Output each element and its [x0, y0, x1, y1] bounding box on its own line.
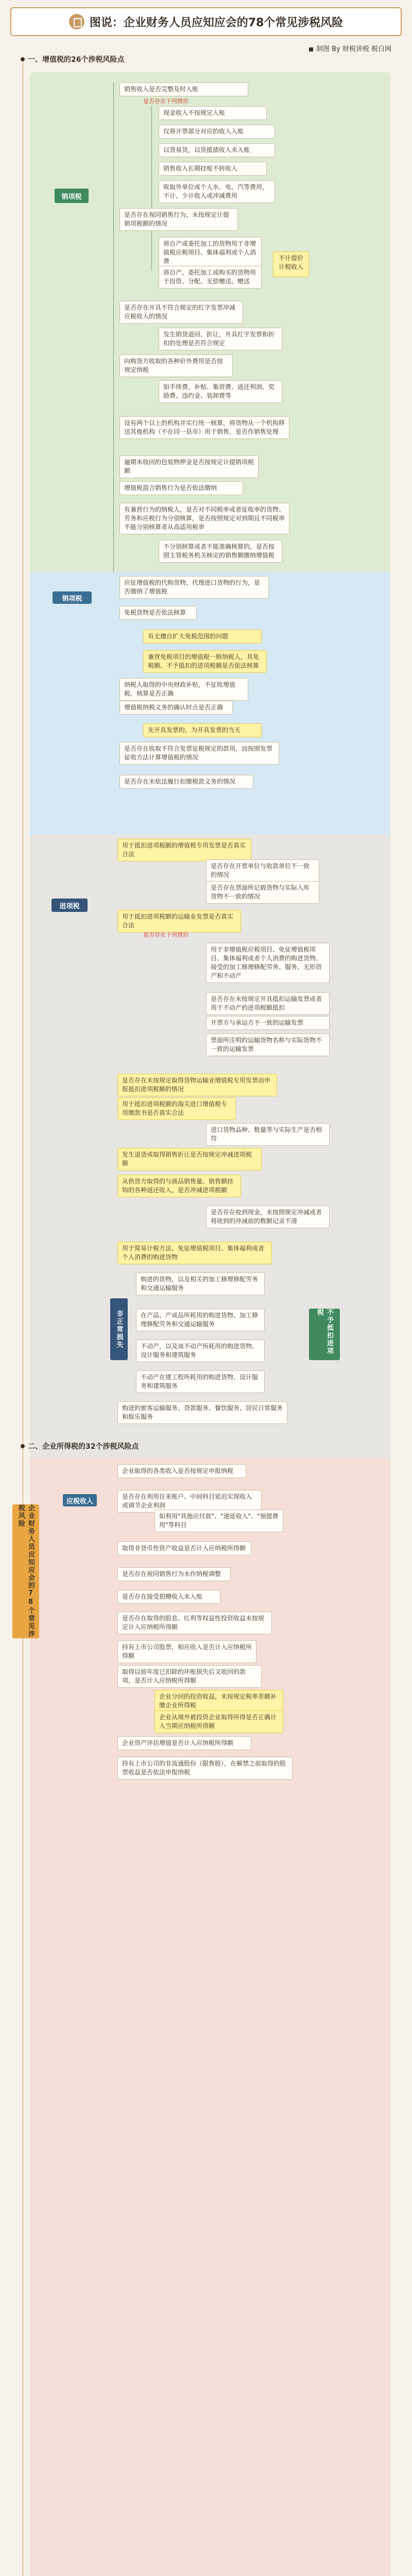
node-buji: 不计提价计税收入 — [273, 251, 309, 277]
vat-mid-2: 免税货物是否依法核算 — [119, 606, 197, 620]
node-yingshui[interactable]: 应税收入 — [63, 1494, 97, 1506]
node-xiaoxiang-2[interactable]: 销项税 — [53, 591, 92, 604]
vat-in-2: 是否存在开票单位与收款单位不一致的情况 — [206, 859, 319, 882]
credit-text: 制图 By 财税讲税 税白网 — [309, 43, 391, 53]
vat-in-3: 是否存在票面所记载货物与实际入库货物不一致的情况 — [206, 881, 319, 904]
vat-item-2: 是否存在视同销售行为、未按规定计提销项税额的情况 — [119, 208, 238, 231]
node-buyudikou[interactable]: 不予抵扣进项税 — [309, 1309, 340, 1360]
cit-13: 持有上市公司的非流通股份（限售股），在解禁之前取得的股票收益是否依法申报纳税 — [117, 1757, 293, 1780]
vat-in-17: 购进的货物，以及相关的加工修理修配劳务和交通运输服务 — [136, 1273, 265, 1295]
vat-in-4: 用于抵扣进项税额的运输业发票是否真实合法 — [117, 910, 241, 933]
cit-3: 如利用"其他应付款"、"递延收入"、"预提费用"等科目 — [154, 1510, 283, 1532]
vat-sub-1: 现金收入不按规定入账 — [159, 106, 267, 120]
section-bullet-icon-2 — [21, 1444, 25, 1448]
vat-in-7: 是否存在未按规定开具抵扣运输发票或者用于不动产的进项税额抵扣 — [206, 992, 330, 1015]
cit-7: 是否存在取得的股息、红利等权益性投资收益未按规定计入应纳税所得额 — [117, 1612, 272, 1634]
vat-sub-6: 将自产或委托加工的货物用于非增值税应税项目、集体福利或个人消费 — [159, 237, 262, 268]
vat-item-4: 向购货方收取的各种价外费用是否按规定纳税 — [119, 354, 233, 377]
vat-mid-9: 是否存在未依法履行扣缴税款义务的情况 — [119, 775, 253, 789]
vat-sub-9: 如手续费、补贴、集资费、返还利润、奖励费、违约金、装卸费等 — [159, 380, 282, 403]
red-label-2: 是否存在下列情形 — [143, 931, 188, 938]
vat-sub-7: 将自产、委托加工或购买的货物用于投资、分配、无偿赠送、赠送 — [159, 266, 262, 289]
vat-in-14: 从供货方取得的与商品销售量、销售额挂钩的各种返还收入，是否冲减进项税额 — [117, 1175, 241, 1197]
vat-sub-trunk-1 — [151, 105, 152, 271]
vat-in-16: 用于简易计税方法、免征增值税项目、集体福利或者个人消费的购进货物 — [117, 1242, 272, 1264]
page-title-text: 图说：企业财务人员应知应会的78个常见涉税风险 — [89, 16, 344, 29]
cit-11: 企业从境外被投资企业取得所得是否正确计入当期应纳税所得额 — [154, 1710, 283, 1733]
cit-4: 取得非货币性资产收益是否计入应纳税所得额 — [117, 1541, 251, 1555]
vat-in-10: 是否存在未按规定取得货物运输业增值税专用发票而申报抵扣进项税额的情况 — [117, 1074, 277, 1096]
node-feizhengchang[interactable]: 非正常损失 — [110, 1298, 128, 1360]
cit-8: 持有上市公司股票，相应收入是否计入应纳税所得额 — [117, 1640, 256, 1663]
vat-in-8: 开票方与承运方不一致的运输发票 — [206, 1016, 330, 1030]
vat-item-3: 是否存在开具不符合规定的红字发票冲减应税收入的情况 — [119, 301, 243, 324]
page-title — [10, 7, 402, 36]
vat-in-20: 不动产在建工程所耗用的购进货物、设计服务和建筑服务 — [136, 1370, 265, 1393]
vat-in-11: 用于抵扣进项税额的海关进口增值税专用缴款书是否真实合法 — [117, 1097, 236, 1120]
vat-sub-8: 发生销货退回、折让，开具红字发票和折扣的处理是否符合规定 — [159, 328, 282, 350]
vat-mid-5: 纳税人取得的中央财政补贴，不征收增值税，核算是否正确 — [119, 678, 248, 701]
vat-item-8: 有兼营行为的纳税人，是否对不同税率或者征收率的货物、劳务和应税行为分别核算，是否按照规定对到期且不同税率不能分别核算者从高适用税率 — [119, 503, 289, 534]
vat-mid-panel — [30, 572, 390, 860]
vat-mid-4: 兼营免税项目的增值税一般纳税人，其免税额、不予抵扣的进项税额是否依法核算 — [143, 650, 267, 673]
red-label-1: 是否存在下列情形 — [143, 98, 188, 105]
cit-6: 是否存在接受捐赠收入未入账 — [117, 1590, 220, 1604]
node-xiaoxiang[interactable]: 销项税 — [55, 189, 89, 203]
section-bullet-icon — [21, 57, 25, 61]
cit-10: 企业分回的投资收益，未按规定税率差额补缴企业所得税 — [154, 1690, 283, 1713]
vat-mid-3: 有无擅自扩大免税范围的问题 — [143, 630, 262, 643]
node-jinxiang[interactable]: 进项税 — [52, 899, 88, 912]
sidebar-vertical-title: 企业财务人员应知应会的78个常见涉税风险 — [12, 1504, 39, 1638]
document-icon — [69, 14, 84, 29]
vat-sub-3: 以货易货，以货抵债收入未入账 — [159, 143, 275, 157]
vat-in-1: 用于抵扣进项税额的增值税专用发票是否真实合法 — [117, 839, 251, 861]
cit-2: 是否存在利用往来账户、中间科目延迟实现收入或调节企业利润 — [117, 1490, 262, 1513]
vat-in-12: 进口货物品种、数量等与实际生产是否相符 — [206, 1123, 330, 1146]
cit-1: 企业取得的各类收入是否按规定申报纳税 — [117, 1464, 246, 1478]
vat-item-6: 逾期未收回的包装物押金是否按规定计提销项税额 — [119, 455, 259, 478]
cit-5: 是否存在视同销售行为未作纳税调整 — [117, 1567, 231, 1581]
vat-in-6: 用于非增值税应税项目、免征增值税项目、集体福利或者个人消费的购进货物、接受的加工修理修配劳务、服务、无形资产和不动产 — [206, 943, 330, 983]
vat-item-5: 设有两个以上的机构并实行统一核算，将货物从一个机构移送其他机构（不在同一县市）用于销售，是否作销售处理 — [119, 416, 289, 439]
section-cit-header: 二、企业所得税的32个涉税风险点 — [21, 1440, 139, 1452]
vat-in-21: 购进的旅客运输服务、贷款服务、餐饮服务、居民日常服务和娱乐服务 — [117, 1401, 287, 1424]
vat-mid-7: 先开具发票的，为开具发票的当天 — [143, 723, 262, 737]
vat-item-1: 销售收入是否完整及时入账 — [119, 82, 248, 96]
cit-12: 企业资产评估增值是否计入应纳税所得额 — [117, 1736, 251, 1750]
vat-mid-1: 应征增值税的代购货物、代理进口货物的行为，是否缴纳了增值税 — [119, 576, 269, 599]
vat-mid-8: 是否存在收取不符合发票征税规定的款项，而按照发票征收方法计算增值税的情况 — [119, 742, 279, 765]
vat-in-15: 是否存在收到现金，未按照规定冲减或者将收到的冲减前的数额记录不清 — [206, 1206, 330, 1228]
vat-sub-10: 不分别核算或者不能准确核算的，是否按照主管税务机关核定的销售额缴纳增值税 — [159, 540, 282, 563]
vat-mid-6: 增值税纳税义务的确认时点是否正确 — [119, 701, 233, 715]
cit-9: 取得以前年度已扣除的坏账损失后又收回的款项，是否计入应纳税所得额 — [117, 1665, 262, 1688]
vat-in-9: 票面所注明的运输货物名称与实际货物不一致的运输发票 — [206, 1033, 330, 1056]
vat-in-13: 发生退货或取得销售折让是否按规定冲减进项税额 — [117, 1148, 262, 1171]
section-vat-header: 一、增值税的26个涉税风险点 — [21, 54, 124, 65]
vat-in-19: 不动产，以及该不动产所耗用的购进货物、设计服务和建筑服务 — [136, 1340, 265, 1362]
vat-sub-2: 仅将开票部分对应的收入入账 — [159, 125, 275, 139]
vat-sub-4: 销售收入长期挂账不转收入 — [159, 162, 267, 176]
vat-in-18: 在产品、产成品所耗用的购进货物、加工修理修配劳务和交通运输服务 — [136, 1309, 265, 1331]
vat-item-7: 增值税混合销售行为是否依法缴纳 — [119, 481, 243, 495]
vat-sub-5: 收取外单位或个人水、电、汽等费用，不计、少计收入或冲减费用 — [159, 180, 275, 203]
